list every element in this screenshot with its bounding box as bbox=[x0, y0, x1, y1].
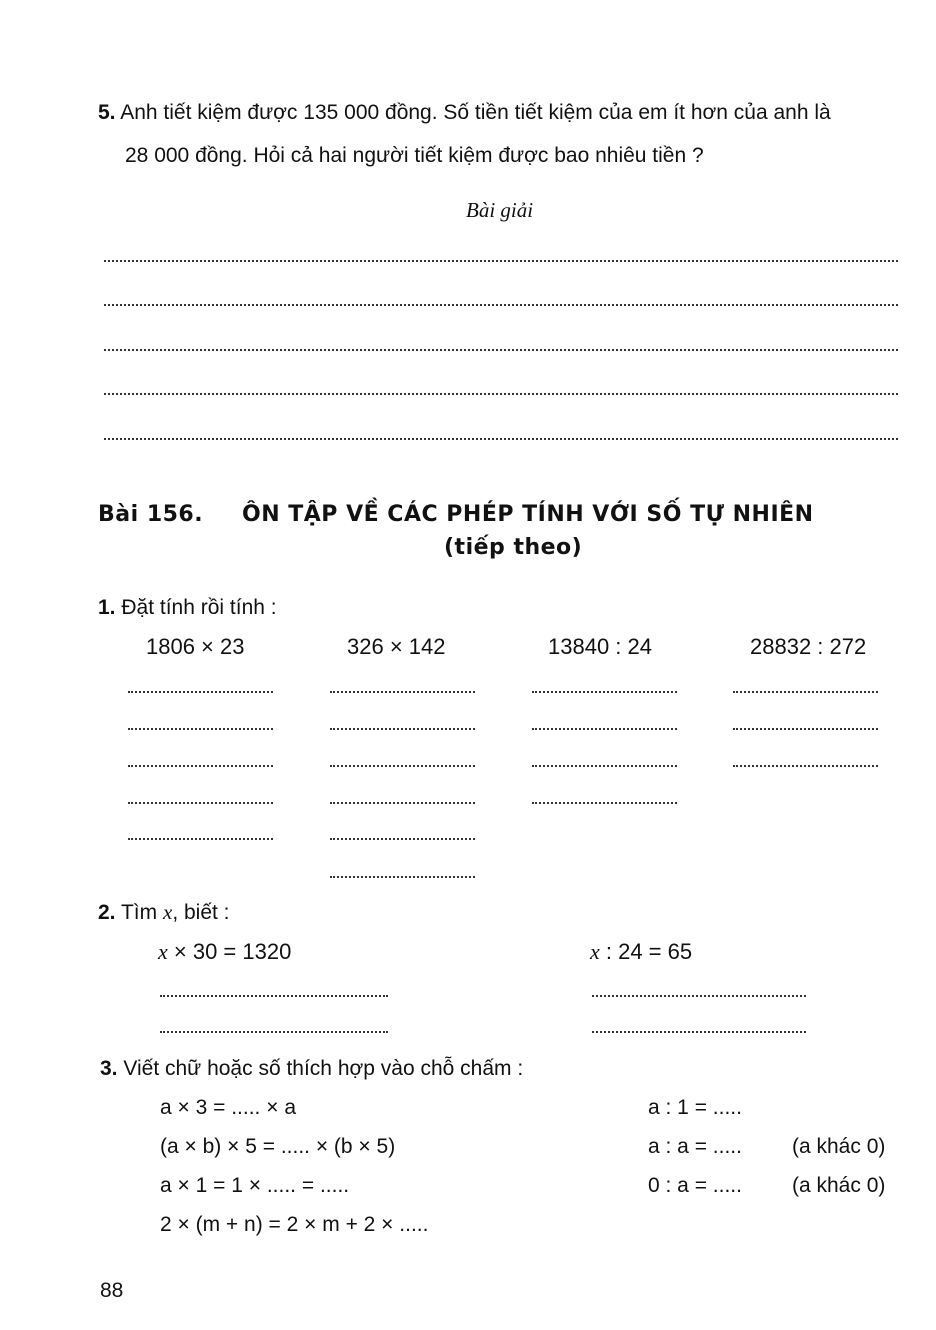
exercise2-heading bbox=[98, 900, 230, 925]
problem5-text-line2: 28 000 đồng. Hỏi cả hai người tiết kiệm được bao nhiêu tiền ? bbox=[125, 144, 704, 167]
exercise1-number: 1. bbox=[98, 596, 116, 619]
work-line bbox=[160, 995, 388, 997]
exercise2-prompt-post: , biết : bbox=[172, 901, 230, 924]
exercise2-variable: x bbox=[162, 900, 173, 924]
fill-left-1: a × 3 = ..... × a bbox=[160, 1096, 297, 1119]
work-line bbox=[330, 728, 475, 730]
work-line bbox=[330, 765, 475, 767]
work-line bbox=[592, 1031, 806, 1033]
work-line bbox=[330, 802, 475, 804]
work-line bbox=[532, 802, 677, 804]
problem5-number: 5. bbox=[98, 101, 116, 124]
exercise2-number: 2. bbox=[98, 901, 116, 924]
work-line bbox=[733, 691, 878, 693]
equation-2-variable: x bbox=[590, 939, 600, 964]
exercise3-number: 3. bbox=[100, 1057, 118, 1080]
condition-note-2: (a khác 0) bbox=[792, 1174, 886, 1197]
exercise3-prompt: Viết chữ hoặc số thích hợp vào chỗ chấm : bbox=[123, 1057, 524, 1080]
equation-1-variable: x bbox=[158, 939, 168, 964]
problem5-text-line1: Anh tiết kiệm được 135 000 đồng. Số tiền tiết kiệm của em ít hơn của anh là bbox=[120, 101, 831, 124]
answer-line bbox=[104, 304, 898, 306]
exercise1-prompt: Đặt tính rồi tính : bbox=[121, 596, 277, 619]
answer-line bbox=[104, 349, 898, 351]
lesson-subtitle: (tiếp theo) bbox=[444, 535, 583, 560]
expression-4: 28832 : 272 bbox=[750, 634, 867, 659]
problem5-line1 bbox=[98, 101, 831, 125]
expression-2: 326 × 142 bbox=[347, 634, 446, 659]
solution-label: Bài giải bbox=[466, 198, 534, 222]
work-line bbox=[330, 876, 475, 878]
equation-2-rest: : 24 = 65 bbox=[599, 939, 693, 964]
lesson-number: Bài 156. bbox=[98, 502, 204, 527]
page-number: 88 bbox=[100, 1279, 124, 1302]
equation-1-rest: × 30 = 1320 bbox=[167, 939, 292, 964]
condition-note-1: (a khác 0) bbox=[792, 1135, 886, 1158]
answer-line bbox=[104, 438, 898, 440]
fill-right-3: 0 : a = ..... bbox=[648, 1174, 742, 1197]
work-line bbox=[532, 728, 677, 730]
work-line bbox=[160, 1031, 388, 1033]
lesson-title: ÔN TẬP VỀ CÁC PHÉP TÍNH VỚI SỐ TỰ NHIÊN bbox=[242, 502, 814, 527]
expression-1: 1806 × 23 bbox=[146, 634, 245, 659]
work-line bbox=[128, 691, 273, 693]
work-line bbox=[733, 728, 878, 730]
expression-3: 13840 : 24 bbox=[548, 634, 652, 659]
fill-left-4: 2 × (m + n) = 2 × m + 2 × ..... bbox=[160, 1213, 429, 1236]
work-line bbox=[330, 691, 475, 693]
equation-2 bbox=[590, 939, 692, 965]
work-line bbox=[128, 838, 273, 840]
work-line bbox=[330, 838, 475, 840]
work-line bbox=[532, 765, 677, 767]
fill-left-2: (a × b) × 5 = ..... × (b × 5) bbox=[160, 1135, 396, 1158]
work-line bbox=[592, 995, 806, 997]
answer-line bbox=[104, 260, 898, 262]
work-line bbox=[733, 765, 878, 767]
work-line bbox=[128, 765, 273, 767]
equation-1 bbox=[158, 939, 291, 965]
fill-left-3: a × 1 = 1 × ..... = ..... bbox=[160, 1174, 350, 1197]
fill-right-1: a : 1 = ..... bbox=[648, 1096, 742, 1119]
exercise1-heading bbox=[98, 596, 277, 620]
work-line bbox=[532, 691, 677, 693]
exercise2-prompt-pre: Tìm bbox=[120, 901, 163, 924]
work-line bbox=[128, 728, 273, 730]
exercise3-heading bbox=[100, 1057, 523, 1081]
fill-right-2: a : a = ..... bbox=[648, 1135, 742, 1158]
work-line bbox=[128, 802, 273, 804]
answer-line bbox=[104, 393, 898, 395]
